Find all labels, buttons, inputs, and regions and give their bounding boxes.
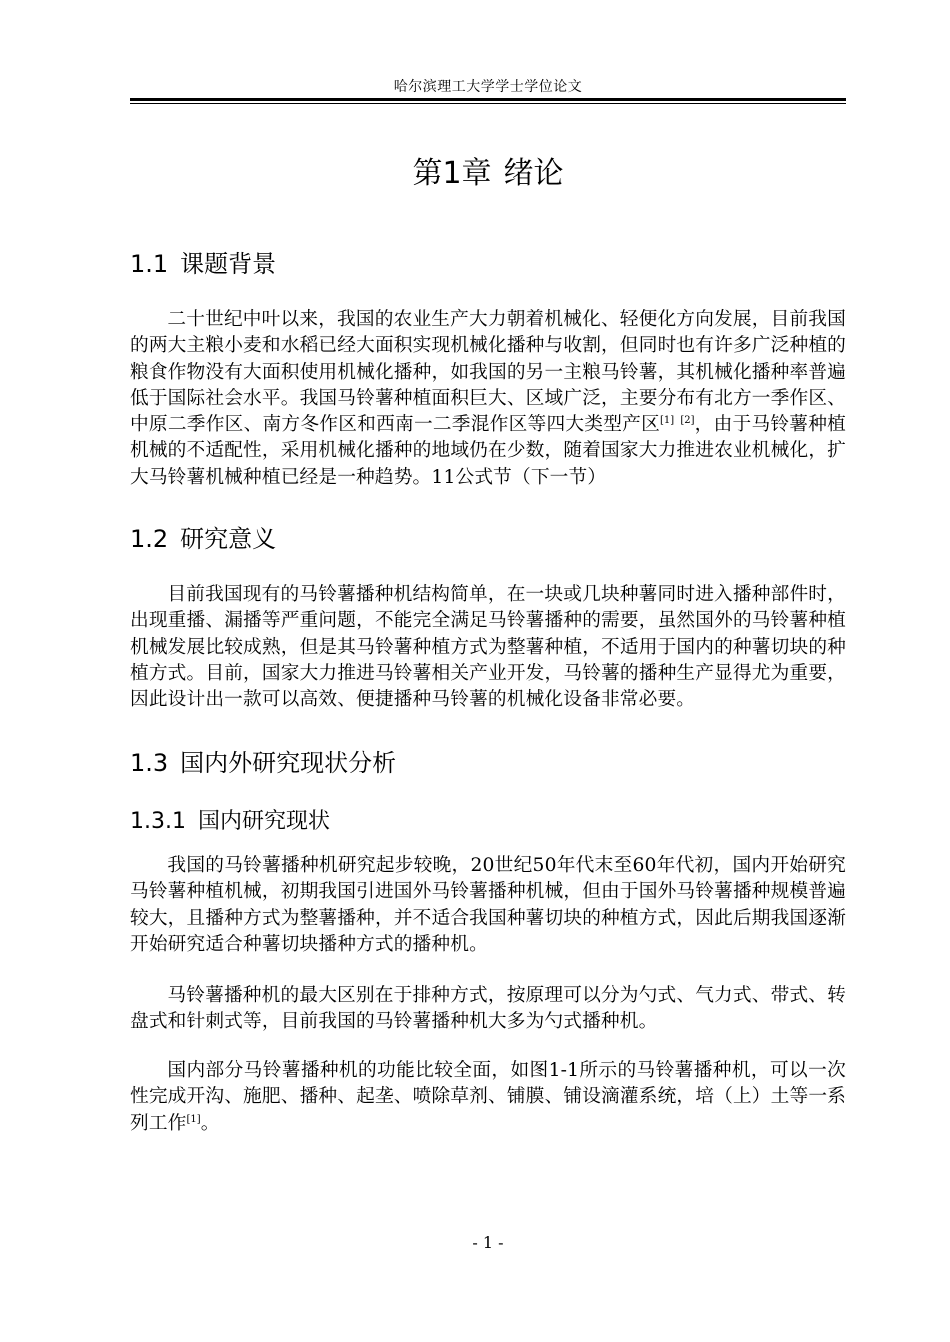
- paragraph-seeding-methods: 马铃薯播种机的最大区别在于排种方式，按原理可以分为勺式、气力式、带式、转盘式和针刺式等，目前我国的马铃薯播种机大多为勺式播种机。: [130, 985, 846, 1033]
- section-title: 课题背景: [180, 250, 277, 278]
- citation-ref: [1]: [660, 415, 675, 427]
- citation-ref: [2]: [680, 415, 695, 427]
- paragraph-significance: 目前我国现有的马铃薯播种机结构简单，在一块或几块种薯同时进入播种部件时，出现重播、漏播等严重问题，不能完全满足马铃薯播种的需要，虽然国外的马铃薯种植机械发展比较成熟，但是其马铃薯种植方式为整薯种植，不适用于国内的种薯切块的种植方式。目前，国家大力推进马铃薯相关产业开发，马铃薯的播种生产显得尤为重要，因此设计出一款可以高效、便捷播种马铃薯的机械化设备非常必要。: [130, 584, 846, 711]
- citation-ref: [1]: [186, 1113, 201, 1125]
- section-heading-1-2: [130, 524, 276, 554]
- paragraph-text: ，由于马铃薯种植机械的不适配性，采用机械化播种的地域仍在少数，随着国家大力推进农业机械化，扩大马铃薯机械种植已经是一种趋势。11公式节（下一节）: [130, 414, 846, 488]
- paragraph-text: 。: [200, 1112, 220, 1134]
- subsection-title: 国内研究现状: [197, 809, 330, 834]
- section-heading-1-3: [130, 748, 396, 778]
- subsection-number: 1.3.1: [130, 809, 186, 834]
- chapter-number: 第1章: [412, 156, 492, 191]
- header-rule-thin: [130, 103, 846, 104]
- section-number: 1.3: [130, 749, 169, 777]
- chapter-title: [130, 152, 846, 196]
- section-title: 研究意义: [180, 525, 277, 553]
- subsection-heading-1-3-1: [130, 808, 330, 836]
- chapter-name: 绪论: [503, 156, 564, 191]
- paragraph-domestic-machines: [130, 1058, 846, 1137]
- section-number: 1.2: [130, 525, 169, 553]
- paragraph-background: [130, 307, 846, 491]
- page-number: - 1 -: [472, 1233, 504, 1252]
- paragraph-text: 国内部分马铃薯播种机的功能比较全面，如图1-1所示的马铃薯播种机，可以一次性完成开沟、施肥、播种、起垄、喷除草剂、铺膜、铺设滴灌系统，培（上）土等一系列工作: [130, 1060, 846, 1134]
- header-rule-thick: [130, 98, 846, 101]
- paragraph-text: 二十世纪中叶以来，我国的农业生产大力朝着机械化、轻便化方向发展，目前我国的两大主粮小麦和水稻已经大面积实现机械化播种与收割，但同时也有许多广泛种植的粮食作物没有大面积使用机械化播种，如我国的另一主粮马铃薯，其机械化播种率普遍低于国际社会水平。我国马铃薯种植面积巨大、区域广泛，主要分布有北方一季作区、中原二季作区、南方冬作区和西南一二季混作区等四大类型产区: [130, 309, 846, 436]
- section-number: 1.1: [130, 250, 169, 278]
- running-header: 哈尔滨理工大学学士学位论文: [393, 79, 583, 95]
- section-heading-1-1: [130, 249, 276, 279]
- section-title: 国内外研究现状分析: [180, 749, 397, 777]
- paragraph-domestic-history: 我国的马铃薯播种机研究起步较晚，20世纪50年代末至60年代初，国内开始研究马铃薯种植机械，初期我国引进国外马铃薯播种机械，但由于国外马铃薯播种规模普遍较大，且播种方式为整薯播种，并不适合我国种薯切块的种植方式，因此后期我国逐渐开始研究适合种薯切块播种方式的播种机。: [130, 855, 846, 955]
